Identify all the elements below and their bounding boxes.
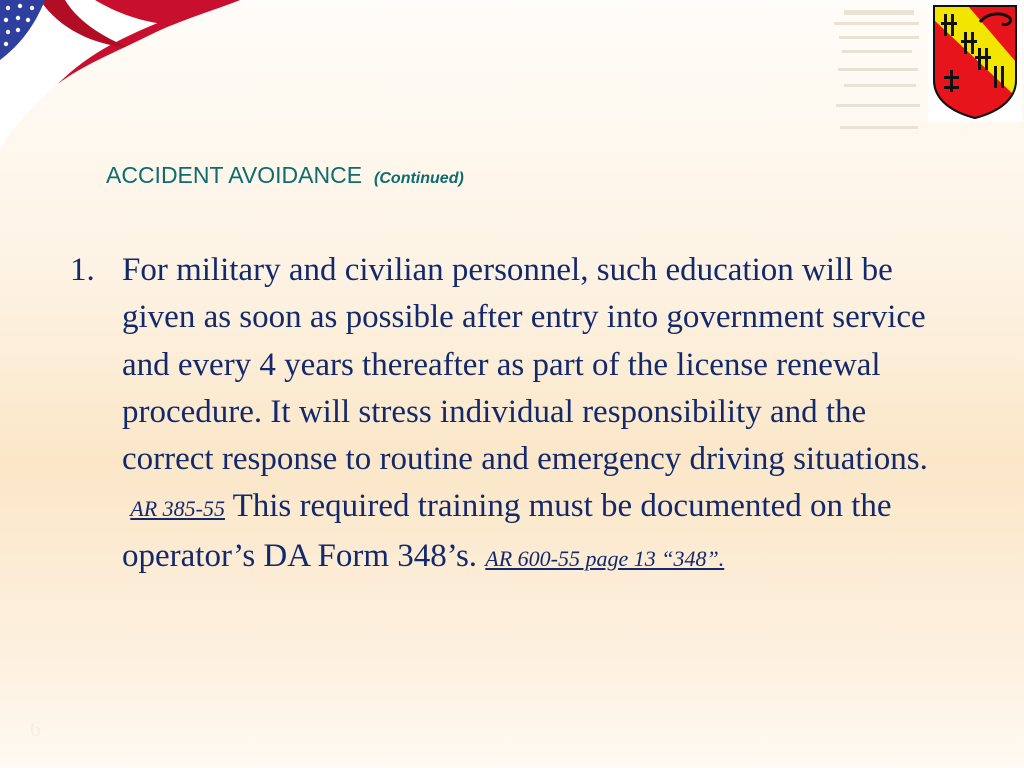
paragraph-text-2: This required training must be documented on the operator’s DA Form 348’s.: [122, 488, 892, 574]
reference-link-ar-600-55[interactable]: AR 600-55 page 13 “348”.: [485, 545, 725, 571]
reference-link-ar-385-55[interactable]: AR 385-55: [130, 496, 225, 522]
title-suffix: (Continued): [374, 170, 464, 187]
paragraph-text-1: For military and civilian personnel, such education will be given as soon as possible after entry into government service and every 4 years thereafter as part of the license renewal procedure. It will stress individual responsibility and the correct response to routine and emergency driving situations.: [122, 252, 928, 478]
unit-crest-icon: [928, 0, 1022, 122]
page-number: 6: [30, 716, 41, 741]
background-decoration: [834, 8, 924, 138]
slide-title: [106, 162, 464, 189]
item-number: 1.: [70, 252, 95, 288]
american-flag-icon: [0, 0, 240, 150]
item-paragraph: [122, 247, 960, 582]
title-text: ACCIDENT AVOIDANCE: [106, 162, 363, 188]
slide-body: [70, 247, 960, 582]
